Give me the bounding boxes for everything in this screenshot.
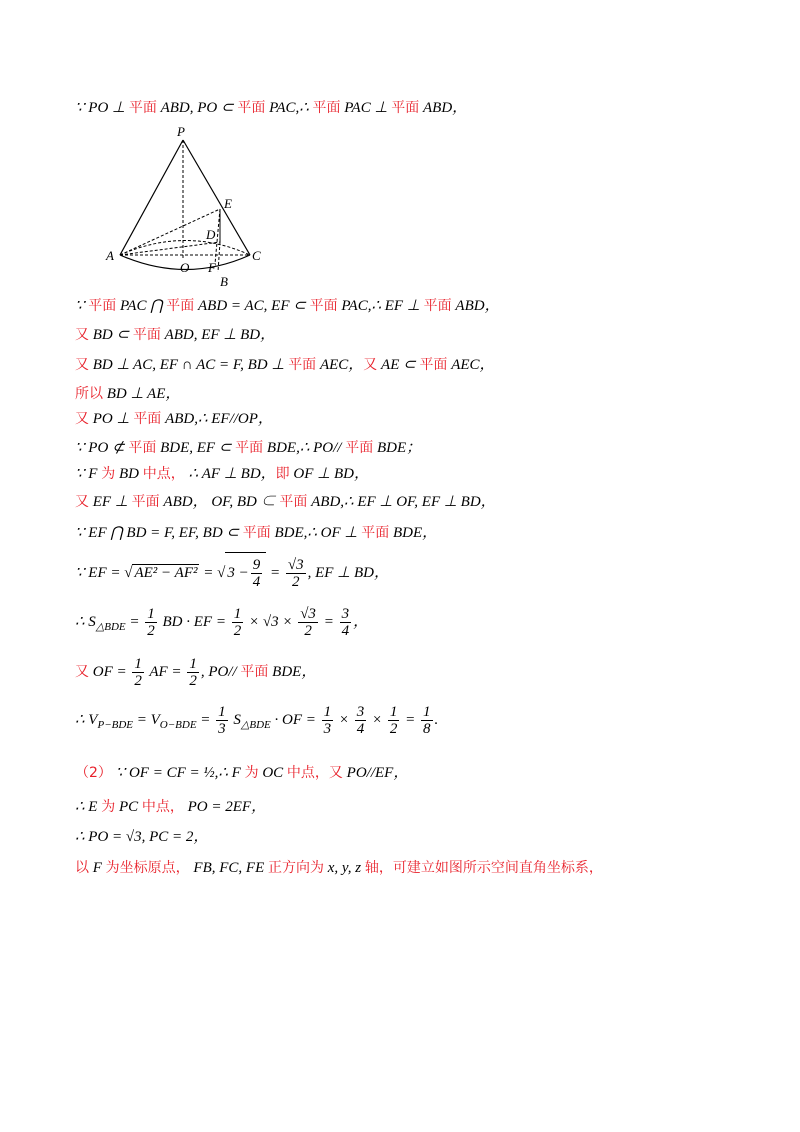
text-line-part2: （2） ∵ OF = CF = ½,∴ F 为 OC 中点，又 PO//EF， — [75, 765, 409, 781]
formula-of: 又 OF = $\frac{1}{2}$ AF = $\frac{1}{2}$ , PO// 平面 BDE， — [75, 655, 317, 689]
cone-figure — [100, 122, 270, 292]
label-C: C — [252, 248, 261, 263]
edge-PA — [120, 140, 183, 255]
segment-EF — [215, 209, 220, 264]
label-B: B — [220, 274, 228, 289]
label-A: A — [106, 248, 114, 263]
label-O: O — [180, 260, 190, 275]
text-line-6: 又 PO ⊥ 平面 ABD,∴ EF//OP， — [75, 411, 273, 427]
text-line-part2-4: 以 F 为坐标原点， FB, FC, FE 正方向为 x, y, z 轴，可建立如图所示空间直角坐标系， — [75, 860, 603, 876]
text-line-9: 又 EF ⊥ 平面 ABD， OF, BD ⊂ 平面 ABD,∴ EF ⊥ OF, EF ⊥ BD， — [75, 494, 496, 510]
label-P: P — [177, 124, 185, 139]
text-line-7: ∵ PO ⊄ 平面 BDE, EF ⊂ 平面 BDE,∴ PO// 平面 BDE； — [75, 440, 422, 456]
formula-volume: ∴ $V_{P-BDE} = V_{O-BDE}$ = $\frac{1}{3}$ $S_{\triangle BDE}$ · OF = $\frac{1}{3}$ × $\frac{3}{4}$ × $\frac{1}{2}$ = $\frac{1}{8}$ . — [75, 703, 439, 737]
label-F: F — [208, 260, 216, 275]
formula-ef: ∵ EF = √ AE² − AF² = √ 3 − $\frac{9}{4}$ = $\frac{√3}{2}$ , EF ⊥ BD， — [75, 552, 389, 593]
text-line-1: ∵ PO ⊥ 平面 ABD, PO ⊂ 平面 PAC,∴ 平面 PAC ⊥ 平面 ABD， — [75, 100, 468, 116]
text-line-4: 又 BD ⊥ AC, EF ∩ AC = F, BD ⊥ 平面 AEC，又 AE ⊂ 平面 AEC， — [75, 357, 495, 373]
text-line-2: ∵ 平面 PAC ⋂ 平面 ABD = AC, EF ⊂ 平面 PAC,∴ EF ⊥ 平面 ABD， — [75, 298, 500, 314]
text-line-part2-3: ∴ PO = √3, PC = 2， — [75, 829, 209, 845]
formula-area: ∴ $S_{\triangle BDE}$ = $\frac{1}{2}$ BD · EF = $\frac{1}{2}$ × √3 × $\frac{√3}{2}$ = $\frac{3}{4}$ ， — [75, 605, 369, 639]
text-line-part2-2: ∴ E 为 PC 中点， PO = 2EF， — [75, 799, 267, 815]
base-ellipse-back — [120, 241, 250, 256]
label-E: E — [224, 196, 232, 211]
text-line-5: 所以 BD ⊥ AE， — [75, 386, 181, 402]
text-line-8: ∵ F 为 BD 中点， ∴ AF ⊥ BD，即 OF ⊥ BD， — [75, 466, 369, 482]
label-D: D — [206, 227, 216, 242]
segment-DB — [218, 242, 220, 272]
text-line-3: 又 BD ⊂ 平面 ABD, EF ⊥ BD， — [75, 327, 276, 343]
edge-PC — [183, 140, 250, 255]
text-line-10: ∵ EF ⋂ BD = F, EF, BD ⊂ 平面 BDE,∴ OF ⊥ 平面 BDE， — [75, 525, 438, 541]
